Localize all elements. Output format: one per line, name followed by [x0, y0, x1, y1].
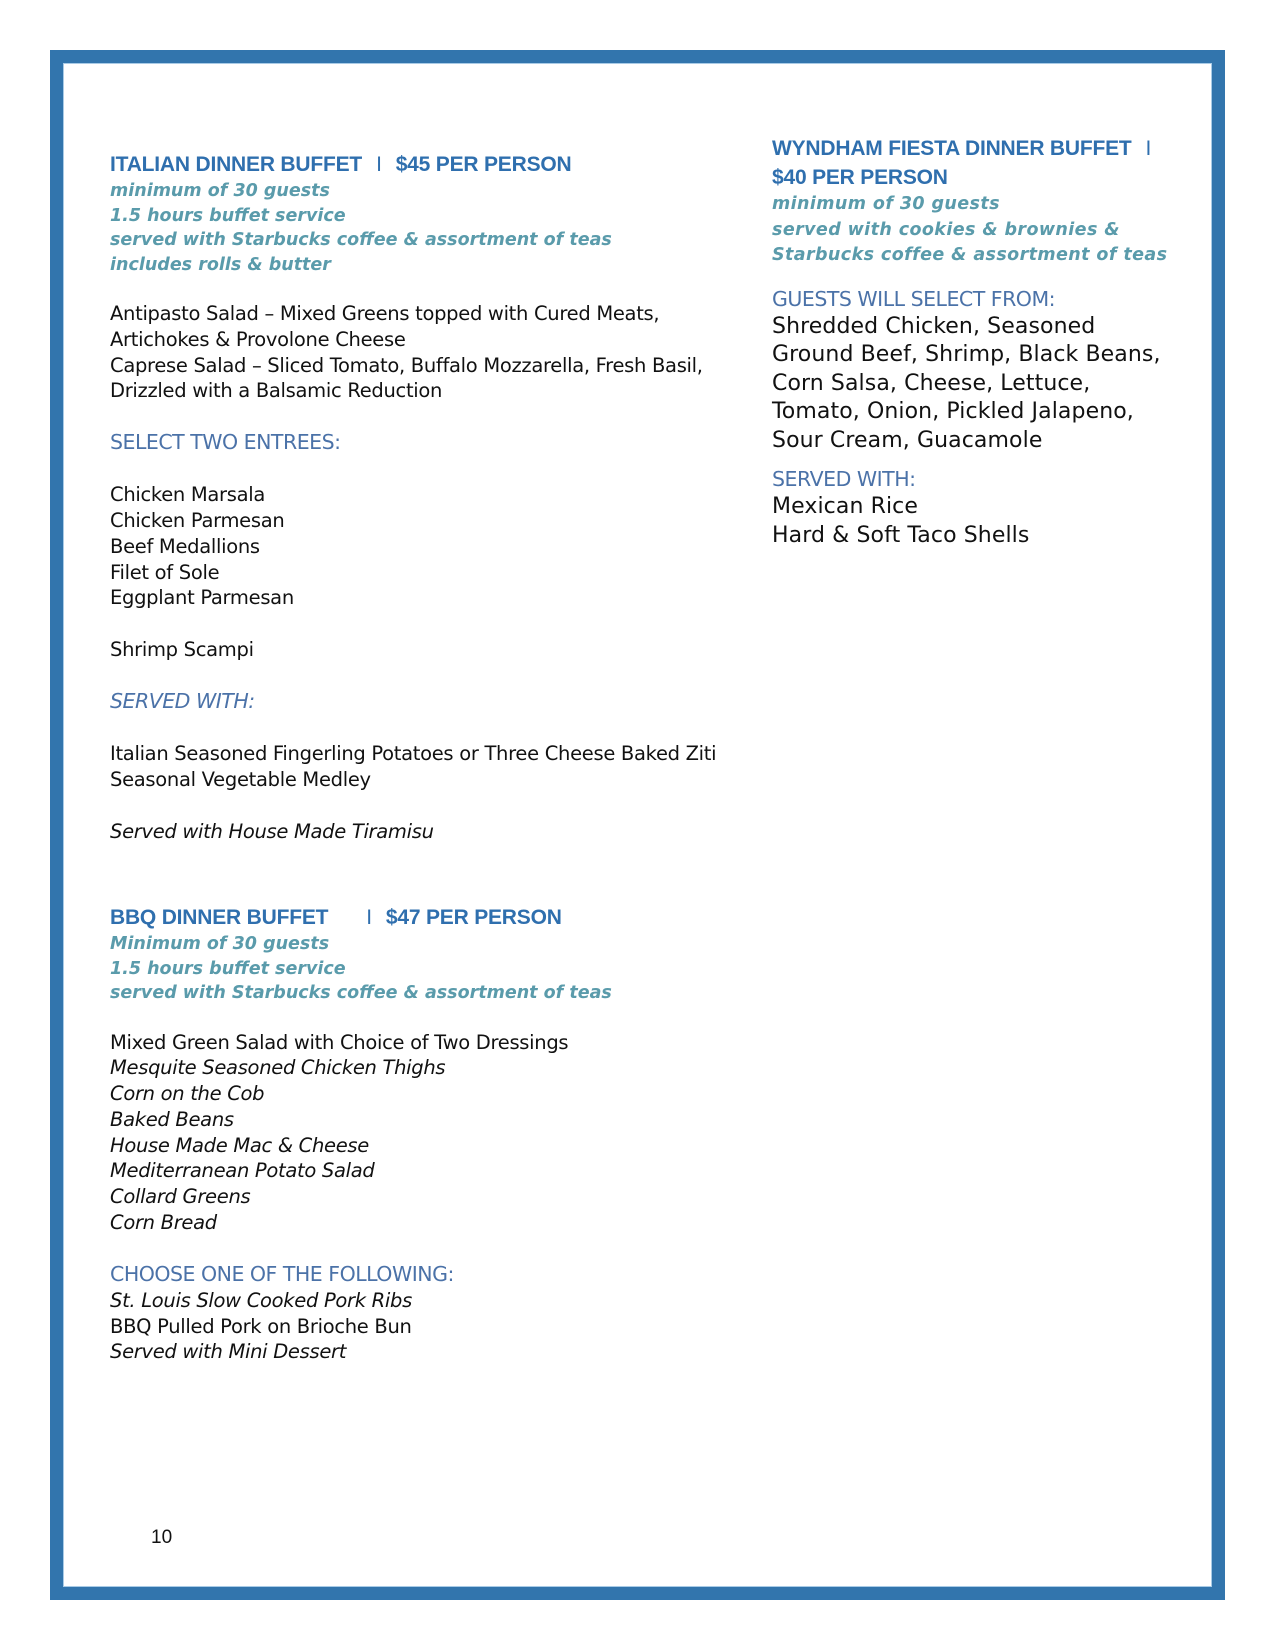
italian-note: minimum of 30 guests — [110, 181, 330, 201]
dessert-note: Served with House Made Tiramisu — [110, 819, 434, 843]
salad-line: Caprese Salad – Sliced Tomato, Buffalo Mozzarella, Fresh Basil, — [110, 353, 703, 377]
italian-note: includes rolls & butter — [110, 254, 331, 275]
bbq-choice-item: St. Louis Slow Cooked Pork Ribs — [110, 1288, 412, 1312]
bbq-note: 1.5 hours buffet service — [110, 958, 346, 979]
italian-buffet-section — [110, 150, 750, 844]
select-line: Tomato, Onion, Pickled Jalapeno, — [772, 399, 1134, 424]
bbq-choice-item: Served with Mini Dessert — [110, 1340, 347, 1364]
salad-line: Artichokes & Provolone Cheese — [110, 327, 406, 351]
served-item: Mexican Rice — [772, 494, 919, 519]
bbq-price: $47 PER PERSON — [385, 906, 562, 929]
bbq-menu-item: Mixed Green Salad with Choice of Two Dressings — [110, 1030, 569, 1054]
bbq-menu-item: Baked Beans — [110, 1107, 234, 1131]
entree-item: Filet of Sole — [110, 560, 220, 584]
bbq-menu-item: Corn on the Cob — [110, 1082, 265, 1106]
italian-buffet-title — [110, 150, 750, 179]
page-number: 10 — [151, 1527, 173, 1548]
fiesta-note: minimum of 30 guests — [772, 194, 1000, 214]
choose-one-heading: CHOOSE ONE OF THE FOLLOWING: — [110, 1261, 454, 1286]
select-entrees-heading: SELECT TWO ENTREES: — [110, 430, 341, 455]
fiesta-note: Starbucks coffee & assortment of teas — [772, 245, 1168, 265]
served-item: Hard & Soft Taco Shells — [772, 522, 1030, 548]
fiesta-served-list — [772, 493, 1172, 550]
side-item: Italian Seasoned Fingerling Potatoes or Three Cheese Baked Ziti — [110, 741, 717, 765]
fiesta-price: $40 PER PERSON — [772, 166, 948, 189]
entrees-list — [110, 482, 750, 663]
select-line: Sour Cream, Guacamole — [772, 427, 1043, 453]
side-item: Seasonal Vegetable Medley — [110, 767, 371, 791]
bbq-items — [110, 1030, 750, 1236]
italian-note: 1.5 hours buffet service — [110, 205, 346, 226]
salad-line: Antipasto Salad – Mixed Greens topped with Cured Meats, — [110, 302, 660, 325]
fiesta-title-text: WYNDHAM FIESTA DINNER BUFFET — [772, 137, 1132, 160]
bbq-menu-item: Collard Greens — [110, 1185, 251, 1209]
bbq-title-text: BBQ DINNER BUFFET — [110, 906, 329, 929]
bbq-choices — [110, 1288, 750, 1365]
fiesta-select-list — [772, 313, 1172, 456]
select-line: Corn Salsa, Cheese, Lettuce, — [772, 370, 1091, 396]
bbq-note: served with Starbucks coffee & assortment of teas — [110, 983, 612, 1003]
bbq-menu-item: House Made Mac & Cheese — [110, 1133, 369, 1157]
fiesta-buffet-title — [772, 134, 1172, 163]
bbq-menu-item: Corn Bread — [110, 1211, 217, 1235]
bbq-menu-item: Mediterranean Potato Salad — [110, 1159, 375, 1183]
bbq-note: Minimum of 30 guests — [110, 934, 330, 954]
italian-title-text: ITALIAN DINNER BUFFET — [110, 153, 363, 176]
entree-item: Chicken Parmesan — [110, 508, 285, 532]
entree-item-extra: Shrimp Scampi — [110, 638, 254, 662]
italian-sides — [110, 741, 750, 844]
entree-item: Beef Medallions — [110, 534, 260, 558]
italian-price: $45 PER PERSON — [395, 153, 572, 176]
italian-salads — [110, 301, 750, 404]
italian-served-with-heading: SERVED WITH: — [110, 688, 255, 713]
bbq-buffet-title — [110, 903, 750, 932]
entree-item: Chicken Marsala — [110, 483, 266, 507]
fiesta-served-with-heading: SERVED WITH: — [772, 467, 916, 491]
entree-item: Eggplant Parmesan — [110, 586, 294, 610]
title-separator: I — [366, 906, 372, 929]
guests-select-heading: GUESTS WILL SELECT FROM: — [772, 286, 1056, 311]
italian-note: served with Starbucks coffee & assortment of teas — [110, 230, 612, 250]
salad-line: Drizzled with a Balsamic Reduction — [110, 379, 443, 403]
fiesta-note: served with cookies & brownies & — [772, 219, 1120, 240]
select-line: Shredded Chicken, Seasoned — [772, 313, 1096, 339]
bbq-buffet-section — [110, 903, 750, 1365]
bbq-choice-item: BBQ Pulled Pork on Brioche Bun — [110, 1314, 412, 1338]
title-separator: I — [376, 153, 382, 176]
title-separator: I — [1145, 137, 1152, 160]
select-line: Ground Beef, Shrimp, Black Beans, — [772, 342, 1161, 367]
fiesta-buffet-section — [772, 134, 1172, 550]
bbq-menu-item: Mesquite Seasoned Chicken Thighs — [110, 1056, 446, 1080]
